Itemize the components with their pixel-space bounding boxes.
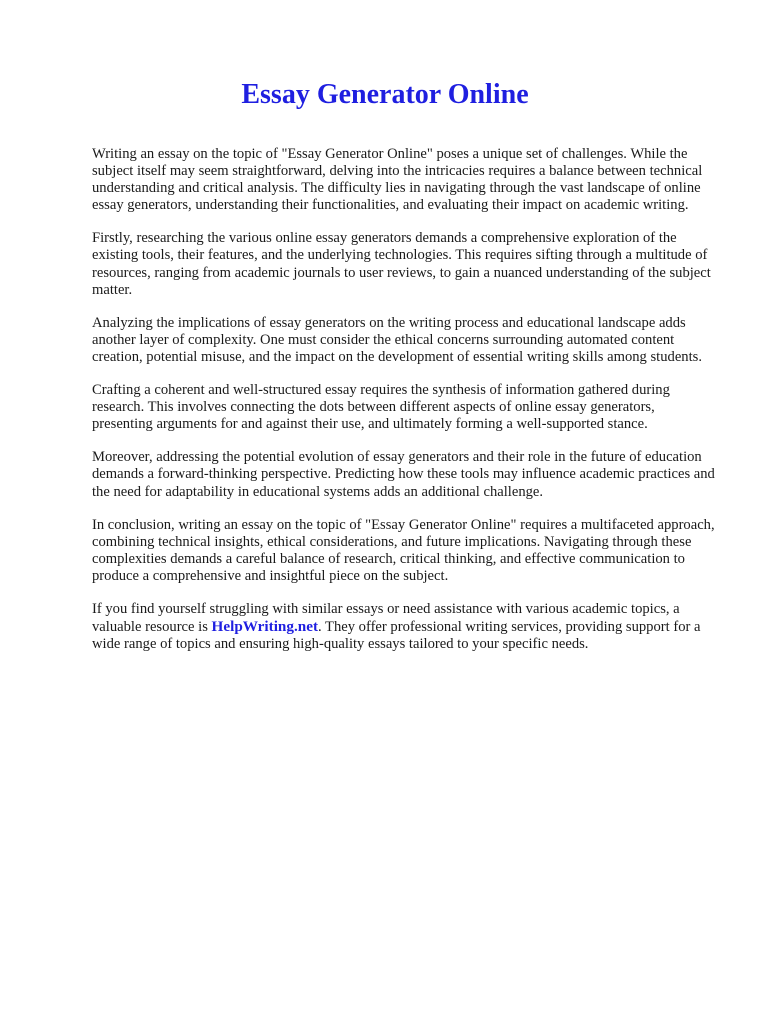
resource-text-before-link: If you find yourself struggling with similar essays or need assistance with various academic topics, a valuable resource is <box>92 600 680 636</box>
paragraph-intro: Writing an essay on the topic of "Essay Generator Online" poses a unique set of challenges. While the subject itself may seem straightforward, delving into the intricacies requires a balance between technical understanding and critical analysis. The difficulty lies in navigating through the vast landscape of online essay generators, understanding their functionalities, and evaluating their impact on academic writing. <box>92 146 703 214</box>
paragraph-evolution: Moreover, addressing the potential evolution of essay generators and their role in the future of education demands a forward-thinking perspective. Predicting how these tools may influence academic practices and the need for adaptability in educational systems adds an additional challenge. <box>92 449 715 500</box>
helpwriting-link[interactable]: HelpWriting.net <box>211 618 319 636</box>
paragraph-resource <box>92 601 716 653</box>
paragraph-implications: Analyzing the implications of essay generators on the writing process and educational landscape adds another layer of complexity. One must consider the ethical concerns surrounding automated content creation, potential misuse, and the impact on the development of essential writing skills among students. <box>92 314 702 365</box>
page-title: Essay Generator Online <box>241 79 529 110</box>
paragraph-crafting: Crafting a coherent and well-structured essay requires the synthesis of information gathered during research. This involves connecting the dots between different aspects of online essay generators, presenting arguments for and against their use, and ultimately forming a well-supported stance. <box>92 382 670 433</box>
resource-text-after-link: . They offer professional writing services, providing support for a wide range of topics and ensuring high-quality essays tailored to your specific needs. <box>92 619 701 653</box>
paragraph-conclusion: In conclusion, writing an essay on the topic of "Essay Generator Online" requires a multifaceted approach, combining technical insights, ethical considerations, and future implications. Navigating through these complexities demands a careful balance of research, critical thinking, and effective communication to produce a comprehensive and insightful piece on the subject. <box>92 516 715 584</box>
paragraph-research: Firstly, researching the various online essay generators demands a comprehensive exploration of the existing tools, their features, and the underlying technologies. This requires sifting through a multitude of resources, ranging from academic journals to user reviews, to gain a nuanced understanding of the subject matter. <box>92 230 711 298</box>
